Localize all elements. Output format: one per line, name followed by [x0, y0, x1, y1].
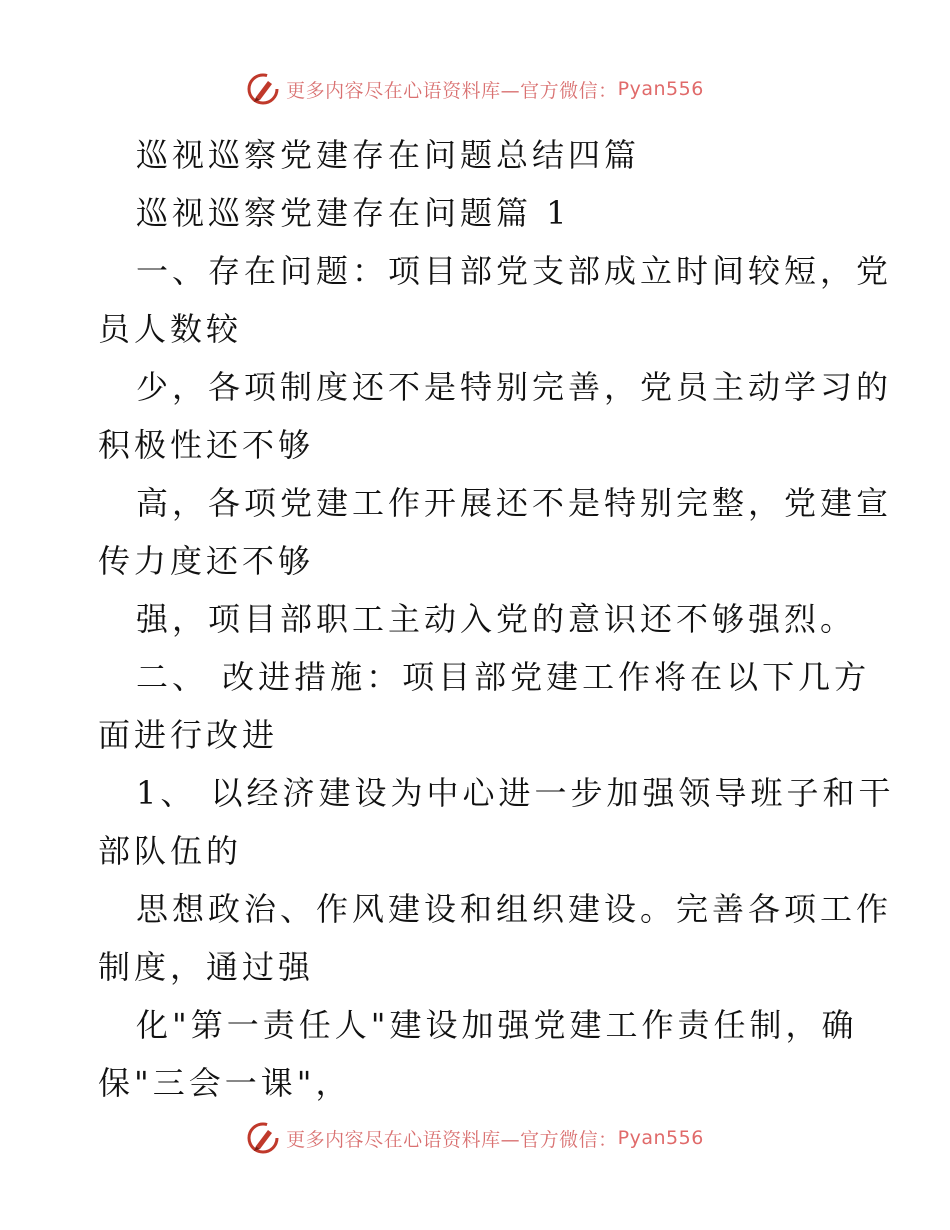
paragraph-line: 制度，通过强	[98, 948, 315, 986]
banner-text: 更多内容尽在心语资料库—官方微信：	[286, 1128, 618, 1151]
paragraph-line: 思想政治、作风建设和组织建设。完善各项工作	[136, 890, 893, 928]
paragraph-line: 保"三会一课"，	[98, 1064, 352, 1102]
pen-logo-icon	[246, 72, 280, 106]
document-body	[98, 126, 895, 1112]
banner-wechat-id: Pyan556	[617, 1127, 704, 1149]
paragraph-line: 1、 以经济建设为中心进一步加强领导班子和干	[136, 774, 895, 812]
paragraph-line: 传力度还不够	[98, 542, 315, 580]
pen-logo-icon	[246, 1121, 280, 1155]
section-heading: 巡视巡察党建存在问题篇 1	[136, 194, 571, 232]
banner-text: 更多内容尽在心语资料库—官方微信：	[286, 79, 618, 102]
banner-wechat-id: Pyan556	[617, 78, 704, 100]
paragraph-line: 二、 改进措施：项目部党建工作将在以下几方	[136, 658, 871, 696]
footer-banner	[0, 1121, 950, 1155]
paragraph-line: 积极性还不够	[98, 426, 315, 464]
header-banner	[0, 72, 950, 106]
document-title: 巡视巡察党建存在问题总结四篇	[136, 136, 641, 174]
paragraph-line: 化"第一责任人"建设加强党建工作责任制，确	[136, 1006, 858, 1044]
paragraph-line: 少，各项制度还不是特别完善，党员主动学习的	[136, 368, 893, 406]
paragraph-line: 一、存在问题：项目部党支部成立时间较短，党	[136, 252, 893, 290]
paragraph-line: 面进行改进	[98, 716, 279, 754]
paragraph-line: 员人数较	[98, 310, 243, 348]
paragraph-line: 强，项目部职工主动入党的意识还不够强烈。	[136, 600, 857, 638]
paragraph-line: 高，各项党建工作开展还不是特别完整，党建宣	[136, 484, 893, 522]
paragraph-line: 部队伍的	[98, 832, 243, 870]
